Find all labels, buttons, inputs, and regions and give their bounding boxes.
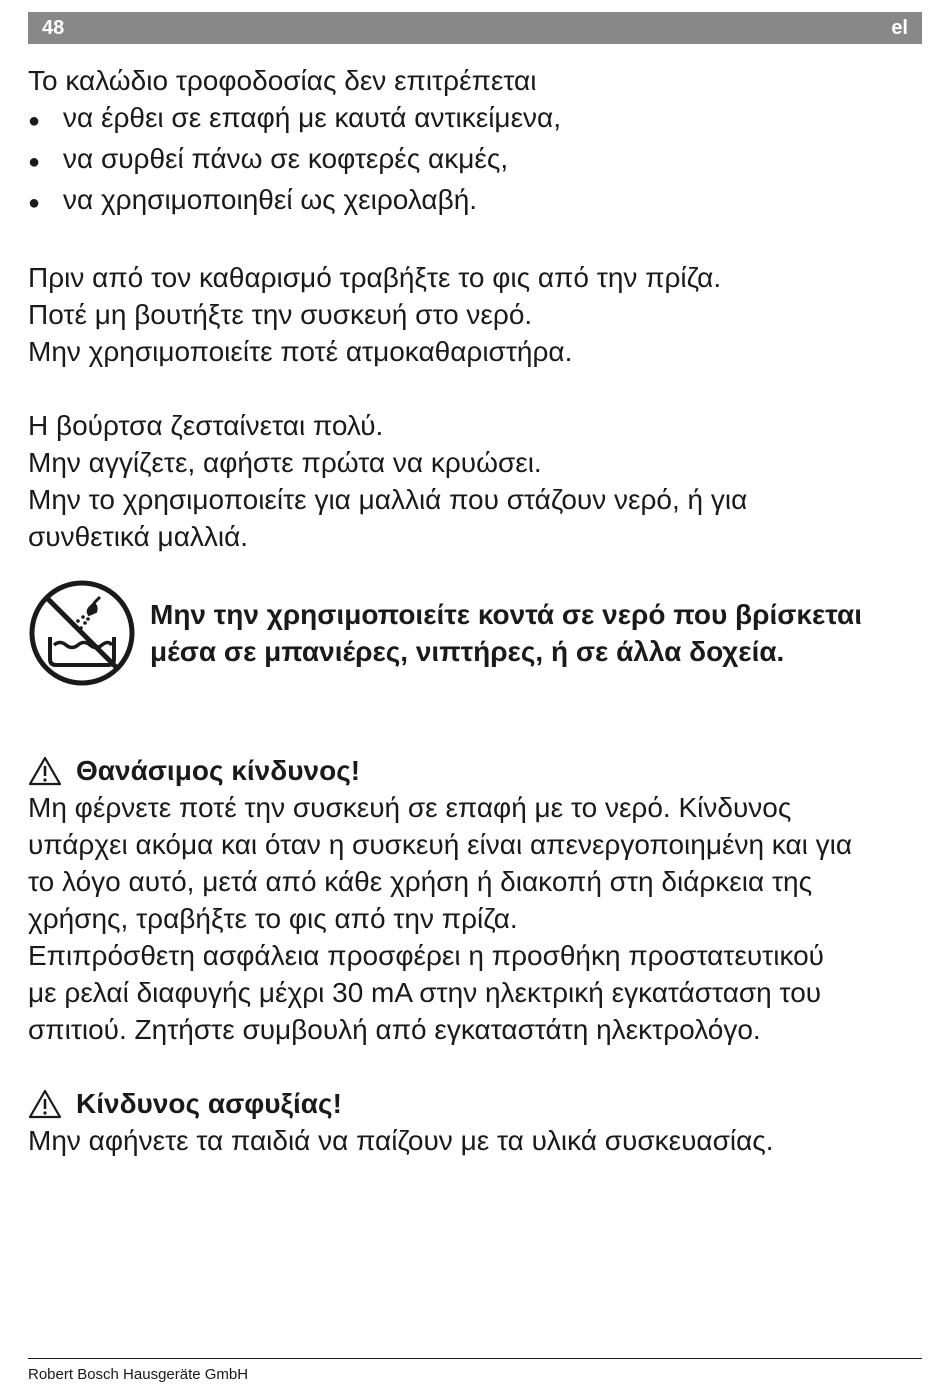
spacer: [28, 370, 922, 407]
page-number: 48: [42, 17, 65, 39]
list-item-text: να χρησιμοποιηθεί ως χειρολαβή.: [63, 184, 478, 215]
text-line: σπιτιού. Ζητήστε συμβουλή από εγκαταστάτη ηλεκτρολόγο.: [28, 1014, 761, 1045]
no-bath-icon: [28, 579, 136, 687]
text-line: το λόγο αυτό, μετά από κάθε χρήση ή διακοπή στη διάρκεια της: [28, 866, 813, 897]
water-warning-text: [150, 596, 862, 670]
language-code: el: [891, 17, 908, 39]
bullet-icon: ●: [28, 151, 41, 173]
footer-divider: [28, 1358, 922, 1359]
text-line: με ρελαί διαφυγής μέχρι 30 mA στην ηλεκτρική εγκατάσταση του: [28, 977, 822, 1008]
text-line: Η βούρτσα ζεσταίνεται πολύ.: [28, 410, 384, 441]
bullet-icon: ●: [28, 192, 41, 214]
text-line: Επιπρόσθετη ασφάλεια προσφέρει η προσθήκη προστατευτικού: [28, 940, 824, 971]
cleaning-section: [28, 259, 922, 370]
danger-suffocation-heading: [28, 1085, 922, 1122]
page-content: [28, 62, 922, 1159]
text-line: μέσα σε μπανιέρες, νιπτήρες, ή σε άλλα δοχεία.: [150, 636, 785, 667]
text-line: Μην χρησιμοποιείτε ποτέ ατμοκαθαριστήρα.: [28, 336, 573, 367]
list-item: [28, 181, 922, 222]
text-line: Μη φέρνετε ποτέ την συσκευή σε επαφή με το νερό. Κίνδυνος: [28, 792, 792, 823]
text-line: Μην αφήνετε τα παιδιά να παίζουν με τα υλικά συσκευασίας.: [28, 1125, 774, 1156]
danger-suffocation-section: [28, 1085, 922, 1159]
cord-section: [28, 62, 922, 222]
text-line: Μην αγγίζετε, αφήστε πρώτα να κρυώσει.: [28, 447, 542, 478]
danger-death-title: Θανάσιμος κίνδυνος!: [76, 755, 361, 786]
list-item: [28, 99, 922, 140]
cord-intro: Το καλώδιο τροφοδοσίας δεν επιτρέπεται: [28, 65, 537, 96]
footer-company: Robert Bosch Hausgeräte GmbH: [28, 1366, 249, 1383]
text-line: Μην το χρησιμοποιείτε για μαλλιά που στάζουν νερό, ή για: [28, 484, 748, 515]
danger-suffocation-title: Κίνδυνος ασφυξίας!: [76, 1088, 342, 1119]
danger-death-heading: [28, 752, 922, 789]
text-line: υπάρχει ακόμα και όταν η συσκευή είναι απενεργοποιημένη και για: [28, 829, 853, 860]
text-line: συνθετικά μαλλιά.: [28, 521, 249, 552]
list-item-text: να συρθεί πάνω σε κοφτερές ακμές,: [63, 143, 509, 174]
text-line: Πριν από τον καθαρισμό τραβήξτε το φις από την πρίζα.: [28, 262, 722, 293]
heat-section: [28, 407, 922, 555]
list-item: [28, 140, 922, 181]
page-header-bar: [28, 12, 922, 44]
text-line: χρήσης, τραβήξτε το φις από την πρίζα.: [28, 903, 518, 934]
danger-death-section: [28, 752, 922, 1048]
text-line: Μην την χρησιμοποιείτε κοντά σε νερό που βρίσκεται: [150, 599, 862, 630]
warning-triangle-icon: [28, 1089, 62, 1119]
spacer: [28, 222, 922, 259]
spacer: [28, 1048, 922, 1085]
text-line: Ποτέ μη βουτήξτε την συσκευή στο νερό.: [28, 299, 533, 330]
water-warning-block: [28, 578, 922, 688]
bullet-icon: ●: [28, 110, 41, 132]
spacer: [28, 688, 922, 752]
warning-triangle-icon: [28, 756, 62, 786]
list-item-text: να έρθει σε επαφή με καυτά αντικείμενα,: [63, 102, 562, 133]
